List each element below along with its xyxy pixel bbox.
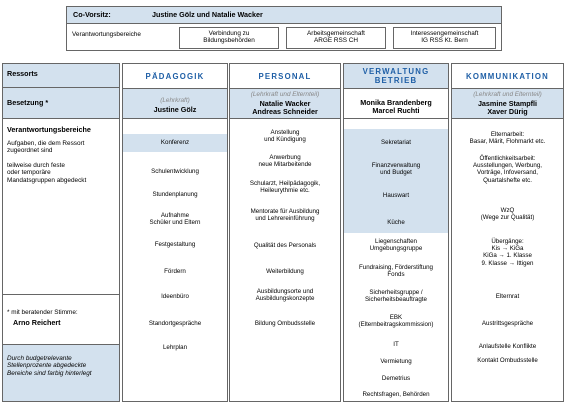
covorsitz-item-3: Interessengemeinschaft IG RSS Kt. Bern [393, 27, 496, 49]
member-name: Jasmine Stampfli [477, 99, 538, 108]
member-name: Andreas Schneider [252, 107, 318, 116]
col-personal [229, 63, 341, 402]
task-item: Anlaufstelle Konflikte [478, 343, 537, 350]
left-column [2, 63, 120, 402]
ressorts-label: Ressorts [3, 64, 119, 88]
task-item: WzQ (Wege zur Qualität) [480, 207, 535, 222]
col-title: BETRIEB [374, 76, 418, 85]
task-item: Liegenschaften Umgebungsgruppe [369, 238, 423, 253]
col-verwaltung [343, 63, 449, 402]
task-item: Elternarbeit: Basar, Märit, Flohmarkt etc. [469, 131, 546, 146]
note-name: Arno Reichert [13, 318, 61, 327]
task-item: Aufnahme Schüler und Eltern [149, 212, 201, 227]
covorsitz-item-2: Arbeitsgemeinschaft ARGE RSS CH [286, 27, 386, 49]
covorsitz-names: Justine Gölz und Natalie Wacker [152, 10, 263, 19]
task-item: Finanzverwaltung und Budget [371, 162, 421, 177]
task-item: EBK (Elternbeitragskommission) [358, 314, 434, 329]
task-item: Festgestaltung [154, 241, 196, 248]
col-title: PERSONAL [258, 72, 312, 81]
besetzung-label: Besetzung * [3, 88, 119, 119]
task-item: Lehrplan [162, 344, 188, 351]
role-label: (Lehrkraft und Elternteil) [250, 91, 320, 98]
verantw-desc-2: teilweise durch feste oder temporäre Mandatsgruppen abgedeckt [7, 162, 87, 184]
task-item: Elternrat [495, 293, 520, 300]
covorsitz-row-label: Verantwortungsbereiche [72, 31, 141, 38]
col-kommunikation [451, 63, 564, 402]
task-item: Hauswart [382, 192, 410, 199]
task-item: Küche [387, 219, 405, 226]
task-item: Ideenbüro [161, 293, 189, 300]
task-item: Kontakt Ombudsstelle [477, 357, 538, 364]
task-item: Öffentlichkeitsarbeit: Ausstellungen, Werbung, Vorträge, Infoversand, Quartalshefte etc. [472, 155, 543, 184]
task-item: Sicherheitsgruppe / Sicherheitsbeauftragte [365, 289, 427, 304]
task-item: Qualität des Personals [253, 242, 317, 249]
task-item: Stundenplanung [152, 191, 198, 198]
task-item: IT [393, 341, 399, 348]
member-name: Natalie Wacker [259, 99, 311, 108]
task-item: Konferenz [160, 139, 190, 146]
task-item: Austrittsgespräche [481, 320, 534, 327]
col-title: PÄDAGOGIK [145, 72, 205, 81]
task-item: Fördern [164, 268, 186, 275]
task-item: Rechtsfragen, Behörden [362, 391, 430, 398]
task-item: Sekretariat [381, 139, 411, 146]
task-item: Bildung Ombudsstelle [254, 320, 316, 327]
role-label: (Lehrkraft) [160, 97, 190, 104]
member-name: Justine Gölz [153, 105, 197, 114]
task-item: Fundraising, Förderstiftung Fonds [359, 264, 433, 279]
task-item: Vermietung [380, 358, 412, 365]
role-label: (Lehrkraft und Elternteil) [473, 91, 542, 98]
legend-note: Durch budgetrelevante Stellenprozente abgedeckte Bereiche sind farbig hinterlegt [3, 344, 119, 401]
col-paedagogik [122, 63, 228, 402]
task-item: Anwerbung neue Mitarbeitende [258, 154, 312, 169]
task-item: Ausbildungsorte und Ausbildungskonzepte [255, 288, 315, 303]
verantw-desc-1: Aufgaben, die dem Ressort zugeordnet sind [7, 140, 85, 155]
col-title: KOMMUNIKATION [465, 72, 550, 81]
task-item: Standortgespräche [148, 320, 202, 327]
covorsitz-box [66, 6, 502, 51]
task-item: Übergänge: Kis → KiGa KiGa → 1. Klasse 9. Klasse → Ittigen [481, 238, 534, 267]
member-name: Marcel Ruchti [372, 106, 420, 115]
verantw-title: Verantwortungsbereiche [7, 125, 91, 134]
covorsitz-header [66, 6, 502, 24]
covorsitz-label: Co-Vorsitz: [73, 10, 111, 19]
task-item: Anstellung und Kündigung [264, 129, 306, 144]
col-title: VERWALTUNG [362, 67, 430, 76]
note-divider [3, 294, 119, 295]
covorsitz-item-1: Verbindung zu Bildungsbehörden [179, 27, 279, 49]
note-label: * mit beratender Stimme: [7, 309, 78, 316]
task-item: Weiterbildung [266, 268, 304, 275]
member-name: Xaver Dürig [487, 107, 528, 116]
task-item: Schularzt, Heilpädagogik, Heileurythmie etc. [249, 180, 321, 195]
member-name: Monika Brandenberg [360, 98, 432, 107]
task-item: Demetrius [381, 375, 411, 382]
task-item: Schulentwicklung [151, 168, 199, 175]
task-item: Mentorate für Ausbildung und Lehrereinführung [250, 208, 320, 223]
